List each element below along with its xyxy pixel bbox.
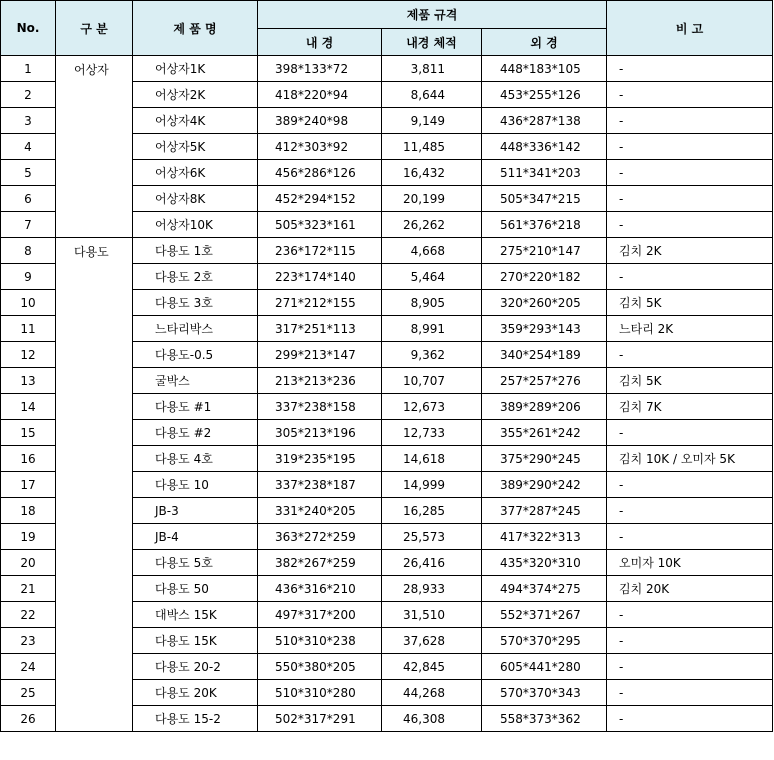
cell-inner-size: 497*317*200	[258, 602, 382, 628]
cell-outer-size: 558*373*362	[482, 706, 607, 732]
cell-note: -	[607, 186, 773, 212]
cell-outer-size: 570*370*343	[482, 680, 607, 706]
cell-product-name: 다용도-0.5	[133, 342, 258, 368]
cell-outer-size: 275*210*147	[482, 238, 607, 264]
cell-product-name: 느타리박스	[133, 316, 258, 342]
cell-category	[56, 602, 133, 628]
cell-inner-volume: 12,673	[382, 394, 482, 420]
cell-product-name: 다용도 15-2	[133, 706, 258, 732]
col-header-product-name: 제 품 명	[133, 1, 258, 56]
cell-inner-size: 505*323*161	[258, 212, 382, 238]
cell-inner-size: 418*220*94	[258, 82, 382, 108]
table-row	[1, 472, 773, 498]
cell-note: -	[607, 56, 773, 82]
table-row	[1, 654, 773, 680]
cell-note: 김치 5K	[607, 290, 773, 316]
cell-no: 26	[1, 706, 56, 732]
cell-product-name: 대박스 15K	[133, 602, 258, 628]
cell-product-name: 다용도 #2	[133, 420, 258, 446]
cell-product-name: 다용도 5호	[133, 550, 258, 576]
cell-inner-volume: 14,999	[382, 472, 482, 498]
cell-product-name: 어상자1K	[133, 56, 258, 82]
cell-category	[56, 498, 133, 524]
cell-note: -	[607, 680, 773, 706]
col-header-note: 비 고	[607, 1, 773, 56]
cell-category	[56, 446, 133, 472]
cell-category	[56, 472, 133, 498]
table-row	[1, 446, 773, 472]
cell-no: 24	[1, 654, 56, 680]
table-row	[1, 394, 773, 420]
cell-inner-size: 317*251*113	[258, 316, 382, 342]
cell-outer-size: 257*257*276	[482, 368, 607, 394]
cell-inner-size: 382*267*259	[258, 550, 382, 576]
cell-outer-size: 448*183*105	[482, 56, 607, 82]
cell-inner-volume: 3,811	[382, 56, 482, 82]
cell-note: -	[607, 628, 773, 654]
cell-product-name: 다용도 20-2	[133, 654, 258, 680]
cell-category	[56, 680, 133, 706]
cell-product-name: 어상자4K	[133, 108, 258, 134]
cell-category	[56, 706, 133, 732]
cell-no: 17	[1, 472, 56, 498]
cell-inner-volume: 20,199	[382, 186, 482, 212]
table-row	[1, 238, 773, 264]
table-row	[1, 550, 773, 576]
cell-inner-size: 213*213*236	[258, 368, 382, 394]
table-row	[1, 420, 773, 446]
cell-inner-volume: 12,733	[382, 420, 482, 446]
cell-category	[56, 82, 133, 108]
cell-no: 10	[1, 290, 56, 316]
cell-note: -	[607, 264, 773, 290]
table-row	[1, 82, 773, 108]
cell-inner-volume: 8,644	[382, 82, 482, 108]
table-row	[1, 524, 773, 550]
table-row	[1, 602, 773, 628]
cell-inner-volume: 16,432	[382, 160, 482, 186]
cell-product-name: 다용도 15K	[133, 628, 258, 654]
cell-category	[56, 550, 133, 576]
cell-product-name: 어상자10K	[133, 212, 258, 238]
cell-outer-size: 417*322*313	[482, 524, 607, 550]
table-row	[1, 706, 773, 732]
cell-inner-volume: 42,845	[382, 654, 482, 680]
cell-no: 12	[1, 342, 56, 368]
cell-note: -	[607, 134, 773, 160]
cell-category	[56, 264, 133, 290]
table-row	[1, 160, 773, 186]
table-row	[1, 368, 773, 394]
cell-outer-size: 448*336*142	[482, 134, 607, 160]
cell-note: 김치 2K	[607, 238, 773, 264]
cell-inner-size: 389*240*98	[258, 108, 382, 134]
table-row	[1, 108, 773, 134]
cell-outer-size: 355*261*242	[482, 420, 607, 446]
cell-inner-volume: 10,707	[382, 368, 482, 394]
cell-product-name: 어상자6K	[133, 160, 258, 186]
cell-product-name: 다용도 3호	[133, 290, 258, 316]
cell-note: 김치 10K / 오미자 5K	[607, 446, 773, 472]
cell-inner-size: 436*316*210	[258, 576, 382, 602]
col-header-spec: 제품 규격	[258, 1, 607, 29]
table-row	[1, 186, 773, 212]
cell-outer-size: 436*287*138	[482, 108, 607, 134]
cell-category	[56, 160, 133, 186]
cell-category	[56, 524, 133, 550]
cell-note: -	[607, 602, 773, 628]
cell-note: -	[607, 420, 773, 446]
cell-inner-volume: 8,991	[382, 316, 482, 342]
cell-inner-size: 331*240*205	[258, 498, 382, 524]
cell-note: -	[607, 654, 773, 680]
cell-no: 11	[1, 316, 56, 342]
cell-inner-volume: 44,268	[382, 680, 482, 706]
cell-no: 6	[1, 186, 56, 212]
cell-inner-volume: 25,573	[382, 524, 482, 550]
cell-inner-volume: 46,308	[382, 706, 482, 732]
cell-category	[56, 134, 133, 160]
table-row	[1, 680, 773, 706]
header-row	[1, 1, 773, 29]
cell-category	[56, 576, 133, 602]
cell-outer-size: 435*320*310	[482, 550, 607, 576]
cell-note: 김치 7K	[607, 394, 773, 420]
cell-inner-size: 510*310*280	[258, 680, 382, 706]
cell-inner-size: 337*238*187	[258, 472, 382, 498]
cell-product-name: 어상자5K	[133, 134, 258, 160]
cell-category	[56, 368, 133, 394]
table-row	[1, 576, 773, 602]
cell-category	[56, 394, 133, 420]
cell-note: -	[607, 212, 773, 238]
cell-no: 15	[1, 420, 56, 446]
cell-note: 김치 20K	[607, 576, 773, 602]
cell-no: 23	[1, 628, 56, 654]
cell-product-name: 다용도 4호	[133, 446, 258, 472]
cell-outer-size: 453*255*126	[482, 82, 607, 108]
cell-product-name: 다용도 1호	[133, 238, 258, 264]
cell-inner-size: 299*213*147	[258, 342, 382, 368]
cell-product-name: 어상자8K	[133, 186, 258, 212]
cell-product-name: 어상자2K	[133, 82, 258, 108]
cell-note: -	[607, 498, 773, 524]
cell-inner-size: 337*238*158	[258, 394, 382, 420]
table-body	[1, 56, 773, 732]
cell-inner-volume: 37,628	[382, 628, 482, 654]
cell-category	[56, 420, 133, 446]
cell-no: 1	[1, 56, 56, 82]
cell-note: -	[607, 108, 773, 134]
col-header-no: No.	[1, 1, 56, 56]
cell-category	[56, 186, 133, 212]
cell-inner-volume: 5,464	[382, 264, 482, 290]
cell-no: 20	[1, 550, 56, 576]
table-row	[1, 56, 773, 82]
cell-no: 3	[1, 108, 56, 134]
cell-product-name: JB-3	[133, 498, 258, 524]
cell-inner-size: 412*303*92	[258, 134, 382, 160]
cell-inner-volume: 16,285	[382, 498, 482, 524]
cell-inner-size: 319*235*195	[258, 446, 382, 472]
cell-outer-size: 561*376*218	[482, 212, 607, 238]
col-header-inner-volume: 내경 체적	[382, 29, 482, 56]
cell-no: 4	[1, 134, 56, 160]
cell-outer-size: 389*290*242	[482, 472, 607, 498]
cell-no: 8	[1, 238, 56, 264]
cell-inner-size: 398*133*72	[258, 56, 382, 82]
cell-inner-volume: 11,485	[382, 134, 482, 160]
cell-no: 18	[1, 498, 56, 524]
cell-outer-size: 389*289*206	[482, 394, 607, 420]
cell-inner-size: 271*212*155	[258, 290, 382, 316]
col-header-inner-size: 내 경	[258, 29, 382, 56]
cell-note: -	[607, 82, 773, 108]
cell-product-name: 다용도 #1	[133, 394, 258, 420]
cell-no: 9	[1, 264, 56, 290]
cell-product-name: JB-4	[133, 524, 258, 550]
cell-inner-size: 223*174*140	[258, 264, 382, 290]
cell-outer-size: 320*260*205	[482, 290, 607, 316]
col-header-outer-size: 외 경	[482, 29, 607, 56]
table-row	[1, 342, 773, 368]
cell-outer-size: 494*374*275	[482, 576, 607, 602]
cell-category	[56, 342, 133, 368]
cell-outer-size: 377*287*245	[482, 498, 607, 524]
cell-inner-volume: 26,262	[382, 212, 482, 238]
table-row	[1, 212, 773, 238]
cell-outer-size: 270*220*182	[482, 264, 607, 290]
cell-outer-size: 505*347*215	[482, 186, 607, 212]
cell-inner-volume: 9,149	[382, 108, 482, 134]
cell-no: 2	[1, 82, 56, 108]
cell-inner-volume: 28,933	[382, 576, 482, 602]
cell-category	[56, 628, 133, 654]
table-row	[1, 498, 773, 524]
cell-outer-size: 552*371*267	[482, 602, 607, 628]
cell-note: 오미자 10K	[607, 550, 773, 576]
cell-product-name: 굴박스	[133, 368, 258, 394]
cell-inner-size: 510*310*238	[258, 628, 382, 654]
cell-inner-size: 236*172*115	[258, 238, 382, 264]
cell-no: 19	[1, 524, 56, 550]
col-header-category: 구 분	[56, 1, 133, 56]
table-row	[1, 264, 773, 290]
cell-inner-volume: 9,362	[382, 342, 482, 368]
cell-note: -	[607, 706, 773, 732]
table-row	[1, 134, 773, 160]
cell-category	[56, 290, 133, 316]
cell-category	[56, 108, 133, 134]
cell-no: 7	[1, 212, 56, 238]
cell-outer-size: 570*370*295	[482, 628, 607, 654]
cell-outer-size: 340*254*189	[482, 342, 607, 368]
cell-outer-size: 605*441*280	[482, 654, 607, 680]
cell-inner-size: 456*286*126	[258, 160, 382, 186]
table-row	[1, 290, 773, 316]
cell-no: 21	[1, 576, 56, 602]
cell-no: 14	[1, 394, 56, 420]
cell-inner-size: 452*294*152	[258, 186, 382, 212]
cell-category	[56, 316, 133, 342]
cell-product-name: 다용도 10	[133, 472, 258, 498]
cell-inner-volume: 14,618	[382, 446, 482, 472]
cell-inner-size: 305*213*196	[258, 420, 382, 446]
cell-note: -	[607, 342, 773, 368]
cell-inner-volume: 8,905	[382, 290, 482, 316]
cell-category	[56, 212, 133, 238]
cell-outer-size: 375*290*245	[482, 446, 607, 472]
cell-inner-volume: 4,668	[382, 238, 482, 264]
cell-product-name: 다용도 2호	[133, 264, 258, 290]
cell-inner-size: 550*380*205	[258, 654, 382, 680]
cell-no: 25	[1, 680, 56, 706]
cell-category	[56, 654, 133, 680]
cell-no: 16	[1, 446, 56, 472]
cell-no: 22	[1, 602, 56, 628]
table-row	[1, 316, 773, 342]
cell-note: -	[607, 524, 773, 550]
cell-note: -	[607, 160, 773, 186]
cell-note: -	[607, 472, 773, 498]
cell-note: 김치 5K	[607, 368, 773, 394]
cell-category: 다용도	[56, 238, 133, 264]
cell-category: 어상자	[56, 56, 133, 82]
cell-inner-volume: 26,416	[382, 550, 482, 576]
cell-inner-size: 363*272*259	[258, 524, 382, 550]
table-row	[1, 628, 773, 654]
cell-no: 5	[1, 160, 56, 186]
cell-outer-size: 359*293*143	[482, 316, 607, 342]
cell-inner-volume: 31,510	[382, 602, 482, 628]
cell-outer-size: 511*341*203	[482, 160, 607, 186]
cell-inner-size: 502*317*291	[258, 706, 382, 732]
cell-product-name: 다용도 50	[133, 576, 258, 602]
cell-no: 13	[1, 368, 56, 394]
cell-product-name: 다용도 20K	[133, 680, 258, 706]
cell-note: 느타리 2K	[607, 316, 773, 342]
